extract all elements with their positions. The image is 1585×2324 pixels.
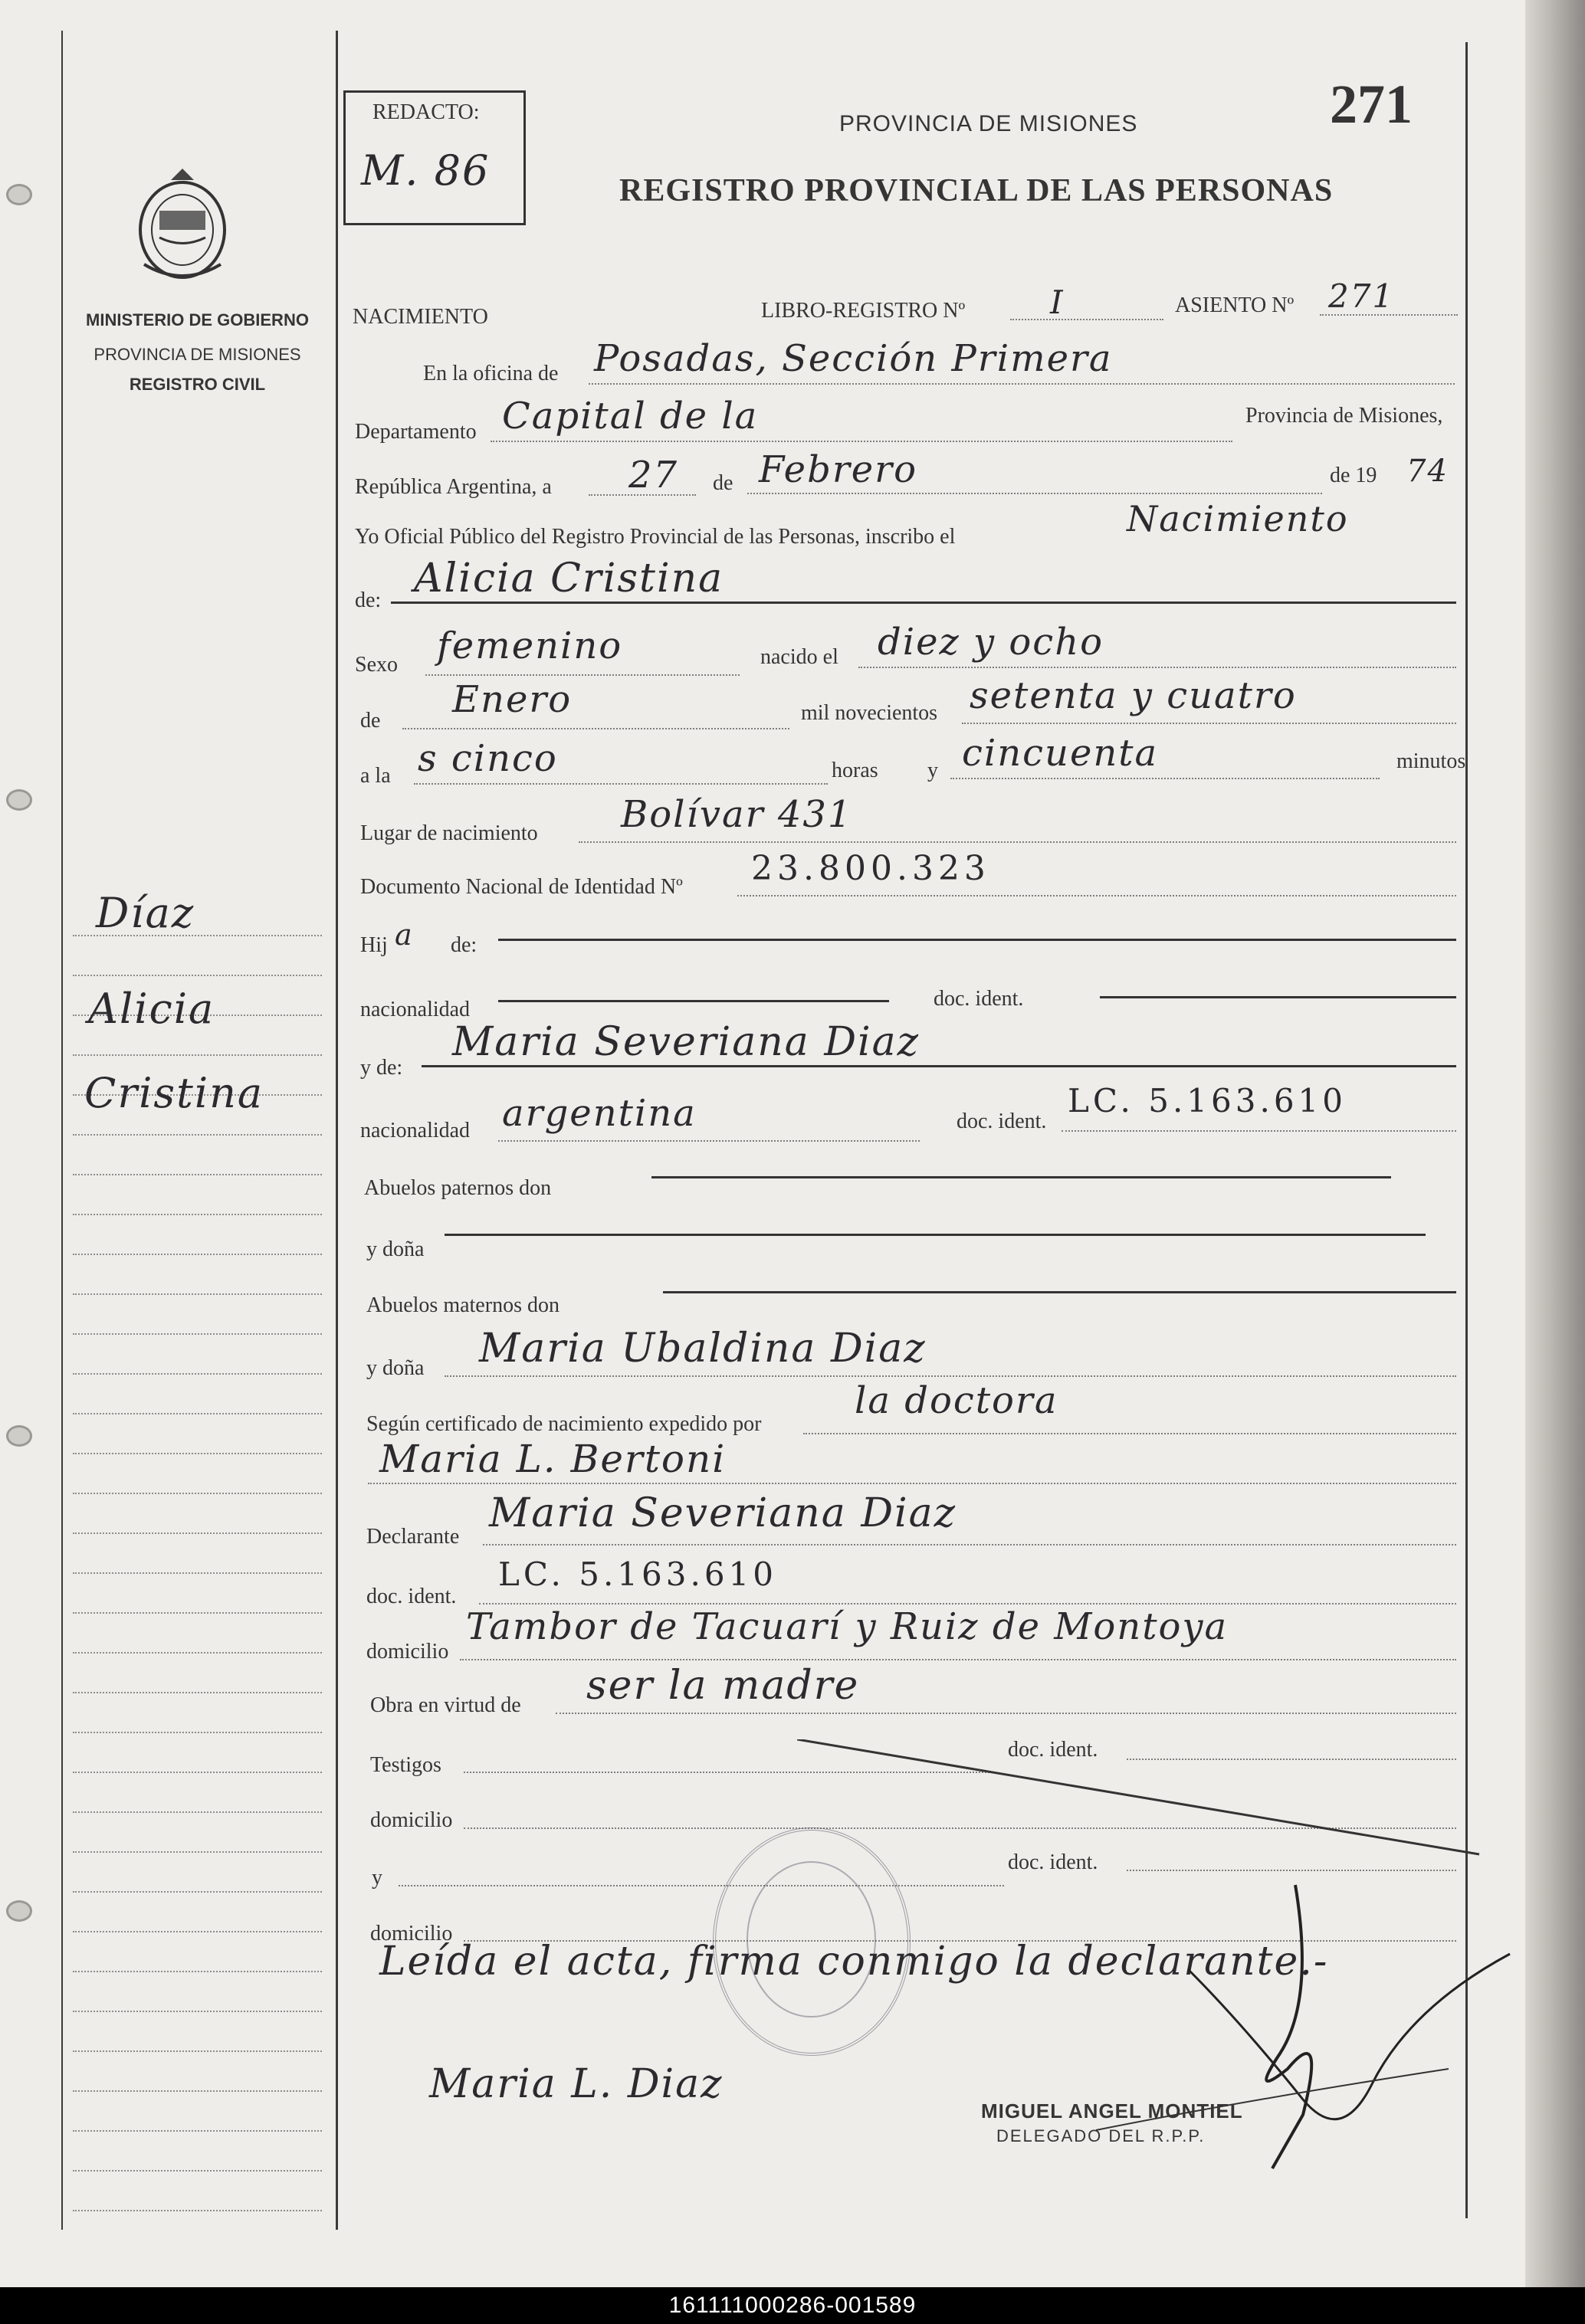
sidebar-office: REGISTRO CIVIL [129, 375, 266, 394]
binder-ring-3 [6, 1425, 32, 1447]
margin-ledger-line [73, 1254, 322, 1255]
redacto-label: REDACTO: [372, 100, 480, 124]
child-name: Alicia Cristina [414, 556, 724, 601]
main-border-left [336, 31, 338, 2230]
y-de-label: y de: [360, 1056, 403, 1080]
binder-ring-1 [6, 184, 32, 205]
closing-statement: Leída el acta, firma conmigo la declarante.- [379, 1939, 1329, 1985]
lugar-value: Bolívar 431 [621, 793, 853, 836]
abuela-mat-value: Maria Ubaldina Diaz [479, 1326, 927, 1372]
name-label: de: [355, 588, 382, 612]
page-number: 271 [1330, 74, 1413, 135]
image-id-bar: 161111000286-001589 [0, 2287, 1585, 2324]
margin-ledger-line [73, 2090, 322, 2092]
margin-ledger-line [73, 2130, 322, 2132]
minutos-value: cincuenta [962, 732, 1159, 775]
coat-of-arms-icon [129, 165, 236, 287]
binder-ring-2 [6, 789, 32, 811]
domicilio3-label: domicilio [370, 1922, 453, 1945]
domicilio-value: Tambor de Tacuarí y Ruiz de Montoya [466, 1605, 1229, 1648]
obra-value: ser la madre [586, 1663, 860, 1709]
obra-label: Obra en virtud de [370, 1693, 521, 1717]
margin-ledger-line [73, 1214, 322, 1215]
inscribo-value: Nacimiento [1127, 498, 1349, 539]
a-la-label: a la [360, 764, 391, 788]
redacto-value: M. 86 [361, 146, 491, 195]
hora-value: s cinco [418, 737, 558, 780]
y-dona2-label: y doña [366, 1356, 425, 1380]
margin-first-name: Alicia [88, 985, 215, 1033]
margin-ledger-line [73, 975, 322, 976]
margin-ledger-line [73, 1732, 322, 1733]
segun-value-2: Maria L. Bertoni [379, 1437, 727, 1481]
asiento-label: ASIENTO Nº [1175, 293, 1295, 317]
de2-label: de [360, 709, 381, 733]
margin-ledger-line [73, 1652, 322, 1654]
year-prefix: de 19 [1330, 464, 1377, 487]
doc-ident2-label: doc. ident. [957, 1110, 1047, 1133]
margin-ledger-line [73, 1811, 322, 1813]
madre-value: Maria Severiana Diaz [452, 1019, 920, 1065]
margin-ledger-line [73, 1174, 322, 1175]
hijo-label: Hij [360, 933, 388, 957]
hijo-de-label: de: [451, 933, 477, 957]
margin-ledger-line [73, 1054, 322, 1056]
dni-label: Documento Nacional de Identidad Nº [360, 875, 683, 899]
margin-middle-name: Cristina [84, 1069, 264, 1117]
margin-ledger-line [73, 1891, 322, 1893]
province-heading: PROVINCIA DE MISIONES [839, 111, 1138, 136]
margin-surname: Díaz [96, 889, 195, 937]
doc-ident5-label: doc. ident. [1008, 1850, 1098, 1874]
departamento-value: Capital de la [502, 395, 759, 438]
official-title: DELEGADO DEL R.P.P. [996, 2126, 1206, 2145]
witness-strike-line [797, 1739, 1487, 1870]
binder-ring-4 [6, 1900, 32, 1922]
abuelos-pat-label: Abuelos paternos don [364, 1176, 552, 1200]
page-stack-edge [1525, 0, 1585, 2287]
y2-label: y [372, 1866, 382, 1890]
departamento-label: Departamento [355, 420, 477, 444]
sidebar-province: PROVINCIA DE MISIONES [94, 345, 301, 364]
sidebar-ministry: MINISTERIO DE GOBIERNO [86, 310, 309, 329]
segun-label: Según certificado de nacimiento expedido por [366, 1412, 762, 1436]
asiento-value: 271 [1328, 277, 1395, 315]
declarant-signature: Maria L. Diaz [429, 2061, 724, 2107]
record-type: NACIMIENTO [353, 305, 488, 329]
nacionalidad2-label: nacionalidad [360, 1119, 471, 1142]
y-dona-label: y doña [366, 1237, 425, 1261]
doc-ident-label: doc. ident. [934, 987, 1024, 1011]
domicilio2-label: domicilio [370, 1808, 453, 1832]
libro-value: I [1050, 284, 1065, 321]
left-column-border [61, 31, 63, 2230]
testigos-label: Testigos [370, 1753, 441, 1777]
doc-ident3-label: doc. ident. [366, 1585, 457, 1608]
margin-ledger-line [73, 1772, 322, 1773]
margin-ledger-line [73, 1532, 322, 1534]
hijo-strike-line [498, 939, 1456, 941]
margin-ledger-line [73, 1493, 322, 1494]
nacionalidad2-value: argentina [502, 1092, 697, 1135]
inscribo-label: Yo Oficial Público del Registro Provincial de las Personas, inscribo el [355, 525, 956, 549]
margin-ledger-line [73, 1572, 322, 1574]
de-label: de [713, 471, 733, 495]
margin-ledger-line [73, 1851, 322, 1853]
mil-label: mil novecientos [801, 701, 938, 725]
redacto-box [343, 90, 526, 225]
margin-ledger-line [73, 1373, 322, 1375]
declarante-label: Declarante [366, 1525, 460, 1549]
year-value: 74 [1406, 454, 1449, 489]
libro-label: LIBRO-REGISTRO Nº [761, 299, 966, 323]
month-value: Febrero [759, 448, 918, 491]
sexo-value: femenino [437, 624, 623, 667]
minutos-label: minutos [1396, 749, 1466, 773]
margin-ledger-line [73, 2170, 322, 2172]
register-title: REGISTRO PROVINCIAL DE LAS PERSONAS [619, 173, 1334, 208]
margin-ledger-line [73, 2050, 322, 2052]
margin-ledger-line [73, 2011, 322, 2012]
birth-month: Enero [452, 678, 573, 721]
abuelos-mat-label: Abuelos maternos don [366, 1293, 560, 1317]
republica-label: República Argentina, a [355, 475, 552, 499]
margin-ledger-line [73, 1692, 322, 1693]
oficina-value: Posadas, Sección Primera [594, 337, 1113, 380]
sexo-label: Sexo [355, 653, 398, 677]
margin-ledger-line [73, 1293, 322, 1295]
y-label: y [927, 759, 938, 782]
margin-ledger-line [73, 2210, 322, 2211]
lugar-label: Lugar de nacimiento [360, 821, 538, 845]
margin-ledger-line [73, 1333, 322, 1335]
nacido-label: nacido el [760, 645, 838, 669]
nacido-value: diez y ocho [878, 621, 1104, 664]
margin-ledger-line [73, 1931, 322, 1932]
hijo-suffix: a [395, 918, 414, 952]
margin-ledger-line [73, 1413, 322, 1414]
doc-ident4-label: doc. ident. [1008, 1738, 1098, 1762]
doc-ident3-value: LC. 5.163.610 [498, 1555, 777, 1593]
day-value: 27 [628, 454, 679, 497]
nacionalidad-label: nacionalidad [360, 998, 471, 1021]
horas-label: horas [832, 759, 878, 782]
domicilio-label: domicilio [366, 1640, 449, 1664]
declarante-value: Maria Severiana Diaz [489, 1490, 957, 1536]
provincia-label: Provincia de Misiones, [1245, 404, 1443, 428]
margin-ledger-line [73, 1612, 322, 1614]
margin-ledger-line [73, 1453, 322, 1454]
official-name: MIGUEL ANGEL MONTIEL [981, 2099, 1243, 2122]
dni-value: 23.800.323 [751, 849, 990, 888]
oficina-label: En la oficina de [423, 362, 559, 385]
doc-ident2-value: LC. 5.163.610 [1068, 1082, 1347, 1119]
birth-year-words: setenta y cuatro [970, 674, 1297, 717]
segun-value: la doctora [855, 1379, 1058, 1422]
margin-ledger-line [73, 1971, 322, 1972]
margin-ledger-line [73, 1134, 322, 1136]
